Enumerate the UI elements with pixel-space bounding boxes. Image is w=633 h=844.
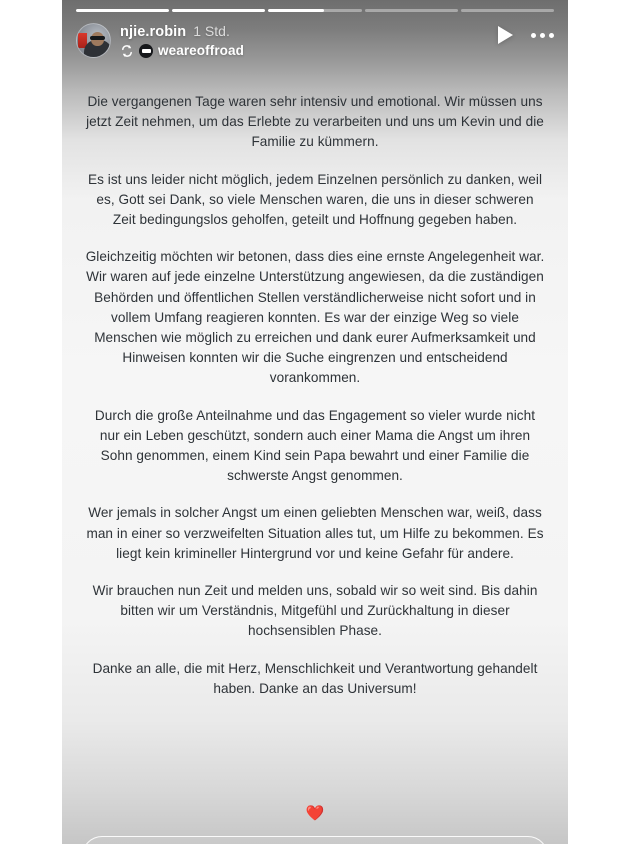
badge-inner-mark	[142, 49, 151, 53]
timestamp-label: 1 Std.	[193, 23, 230, 39]
heart-reaction-emoji[interactable]: ❤️	[305, 805, 325, 822]
story-header-text	[120, 22, 244, 58]
play-icon[interactable]	[498, 26, 513, 44]
story-header-actions	[498, 22, 554, 44]
progress-segment-1[interactable]	[76, 9, 169, 12]
more-dot-1	[531, 33, 536, 38]
story-paragraph: Wer jemals in solcher Angst um einen geliebten Menschen war, weiß, dass man in einer so verzweifelten Situation alles tut, um Hilfe zu bekommen. Es liegt kein krimineller Hintergrund vor und keine Gefahr für andere.	[86, 505, 544, 561]
story-paragraph: Die vergangenen Tage waren sehr intensiv und emotional. Wir müssen uns jetzt Zeit nehmen, um das Erlebte zu verarbeiten und uns um Kevin und die Familie zu kümmern.	[86, 94, 544, 150]
story-progress-bar	[76, 9, 554, 12]
weareoffroad-badge-icon	[139, 44, 153, 58]
progress-segment-2[interactable]	[172, 9, 265, 12]
story-repost-line	[120, 43, 244, 58]
progress-fill-2	[172, 9, 265, 12]
username-label[interactable]: njie.robin	[120, 24, 187, 40]
more-dot-2	[540, 33, 545, 38]
avatar[interactable]	[76, 23, 111, 58]
story-paragraph: Gleichzeitig möchten wir betonen, dass dies eine ernste Angelegenheit war. Wir waren auf jede einzelne Unterstützung angewiesen, da die zuständigen Behörden und öffentlichen Stellen verständlicherweise nicht sofort und in vollem Umfang reagieren konnten. Es war der einzige Weg so viele Menschen wie möglich zu erreichen und dank eurer Aufmerksamkeit und Hinweisen konnten wir die Suche eingrenzen und entscheidend vorankommen.	[85, 249, 545, 386]
progress-segment-5[interactable]	[461, 9, 554, 12]
progress-fill-3	[268, 9, 324, 12]
story-header	[76, 22, 554, 68]
story-paragraph: Durch die große Anteilnahme und das Engagement so vieler wurde nicht nur ein Leben geschützt, sondern auch einer Mama die Angst um ihren Sohn genommen, einem Kind sein Papa bewahrt und einer Familie die schwerste Angst genommen.	[94, 407, 536, 484]
more-options-icon[interactable]	[531, 33, 554, 38]
progress-segment-3[interactable]	[268, 9, 361, 12]
instagram-story-panel[interactable]	[62, 0, 568, 844]
story-text-content	[84, 92, 546, 699]
brand-name-label[interactable]: weareoffroad	[158, 43, 244, 58]
progress-segment-4[interactable]	[365, 9, 458, 12]
more-dot-3	[549, 33, 554, 38]
reply-input[interactable]	[82, 836, 548, 844]
story-paragraph: Es ist uns leider nicht möglich, jedem Einzelnen persönlich zu danken, weil es, Gott sei Dank, so viele Menschen waren, die uns in dieser schweren Zeit bedingungslos geholfen, geteilt und Hoffnung gegeben haben.	[87, 171, 543, 228]
avatar-detail-sunglasses	[90, 36, 105, 40]
story-paragraph: Wir brauchen nun Zeit und melden uns, sobald wir so weit sind. Bis dahin bitten wir um Verständnis, Mitgefühl und Zurückhaltung in dieser hochsensiblen Phase.	[92, 583, 538, 639]
repost-icon	[120, 44, 134, 58]
progress-fill-1	[76, 9, 169, 12]
story-author-line	[120, 23, 244, 40]
story-paragraph: Danke an alle, die mit Herz, Menschlichkeit und Verantwortung gehandelt haben. Danke an das Universum!	[92, 660, 538, 696]
